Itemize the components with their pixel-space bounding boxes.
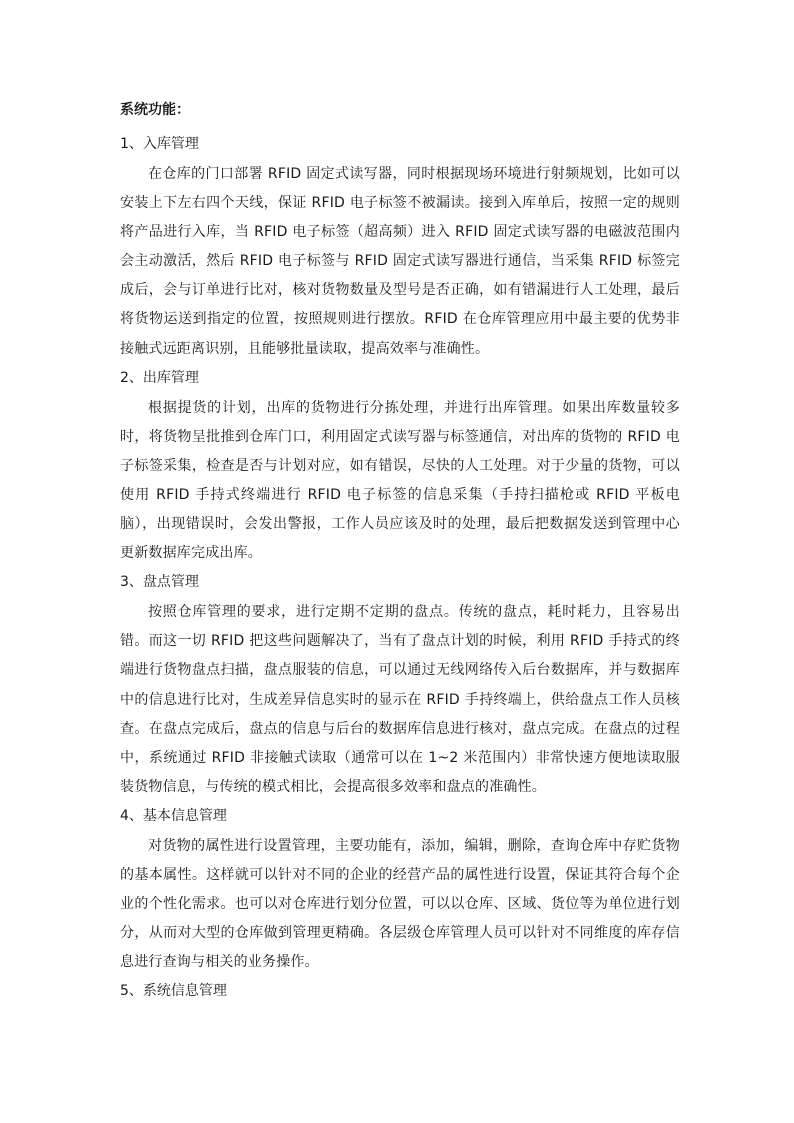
section-paragraph: 对货物的属性进行设置管理，主要功能有，添加，编辑，删除，查询仓库中存贮货物的基本属性。这样就可以针对不同的企业的经营产品的属性进行设置，保证其符合每个企业的个性化需求。也可以对仓库进行划分位置，可以以仓库、区域、货位等为单位进行划分，从而对大型的仓库做到管理更精确。各层级仓库管理人员可以针对不同维度的库存信息进行查询与相关的业务操作。: [120, 837, 680, 971]
section-inventory: [120, 572, 680, 802]
document-page: [120, 100, 680, 1007]
section-paragraph: 按照仓库管理的要求，进行定期不定期的盘点。传统的盘点，耗时耗力，且容易出错。而这一切 RFID 把这些问题解决了，当有了盘点计划的时候，利用 RFID 手持式的终端进行货物盘点扫描，盘点服装的信息，可以通过无线网络传入后台数据库，并与数据库中的信息进行比对，生成差异信息实时的显示在 RFID 手持终端上，供给盘点工作人员核查。在盘点完成后，盘点的信息与后台的数据库信息进行核对，盘点完成。在盘点的过程中，系统通过 RFID 非接触式读取（通常可以在 1~2 米范围内）非常快速方便地读取服装货物信息，与传统的模式相比，会提高很多效率和盘点的准确性。: [120, 604, 680, 795]
section-heading: 5、系统信息管理: [120, 983, 227, 1000]
section-heading: 2、出库管理: [120, 369, 199, 386]
section-paragraph: 在仓库的门口部署 RFID 固定式读写器，同时根据现场环境进行射频规划，比如可以安装上下左右四个天线，保证 RFID 电子标签不被漏读。接到入库单后，按照一定的规则将产品进行入库，当 RFID 电子标签（超高频）进入 RFID 固定式读写器的电磁波范围内会主动激活，然后 RFID 电子标签与 RFID 固定式读写器进行通信，当采集 RFID 标签完成后，会与订单进行比对，核对货物数量及型号是否正确，如有错漏进行人工处理，最后将货物运送到指定的位置，按照规则进行摆放。RFID 在仓库管理应用中最主要的优势非接触式远距离识别，且能够批量读取，提高效率与准确性。: [120, 166, 680, 357]
section-outbound: [120, 368, 680, 569]
document-title: 系统功能：: [120, 102, 190, 118]
section-heading: 3、盘点管理: [120, 574, 199, 591]
section-basic-info: [120, 806, 680, 977]
section-heading: 1、入库管理: [120, 136, 199, 152]
section-inbound: [120, 134, 680, 364]
section-heading: 4、基本信息管理: [120, 807, 227, 824]
section-system-info: [120, 981, 680, 1001]
section-paragraph: 根据提货的计划，出库的货物进行分拣处理，并进行出库管理。如果出库数量较多时，将货物呈批推到仓库门口，利用固定式读写器与标签通信，对出库的货物的 RFID 电子标签采集，检查是否与计划对应，如有错误，尽快的人工处理。对于少量的货物，可以使用 RFID 手持式终端进行 RFID 电子标签的信息采集（手持扫描枪或 RFID 平板电脑），出现错误时，会发出警报，工作人员应该及时的处理，最后把数据发送到管理中心更新数据库完成出库。: [120, 399, 680, 562]
